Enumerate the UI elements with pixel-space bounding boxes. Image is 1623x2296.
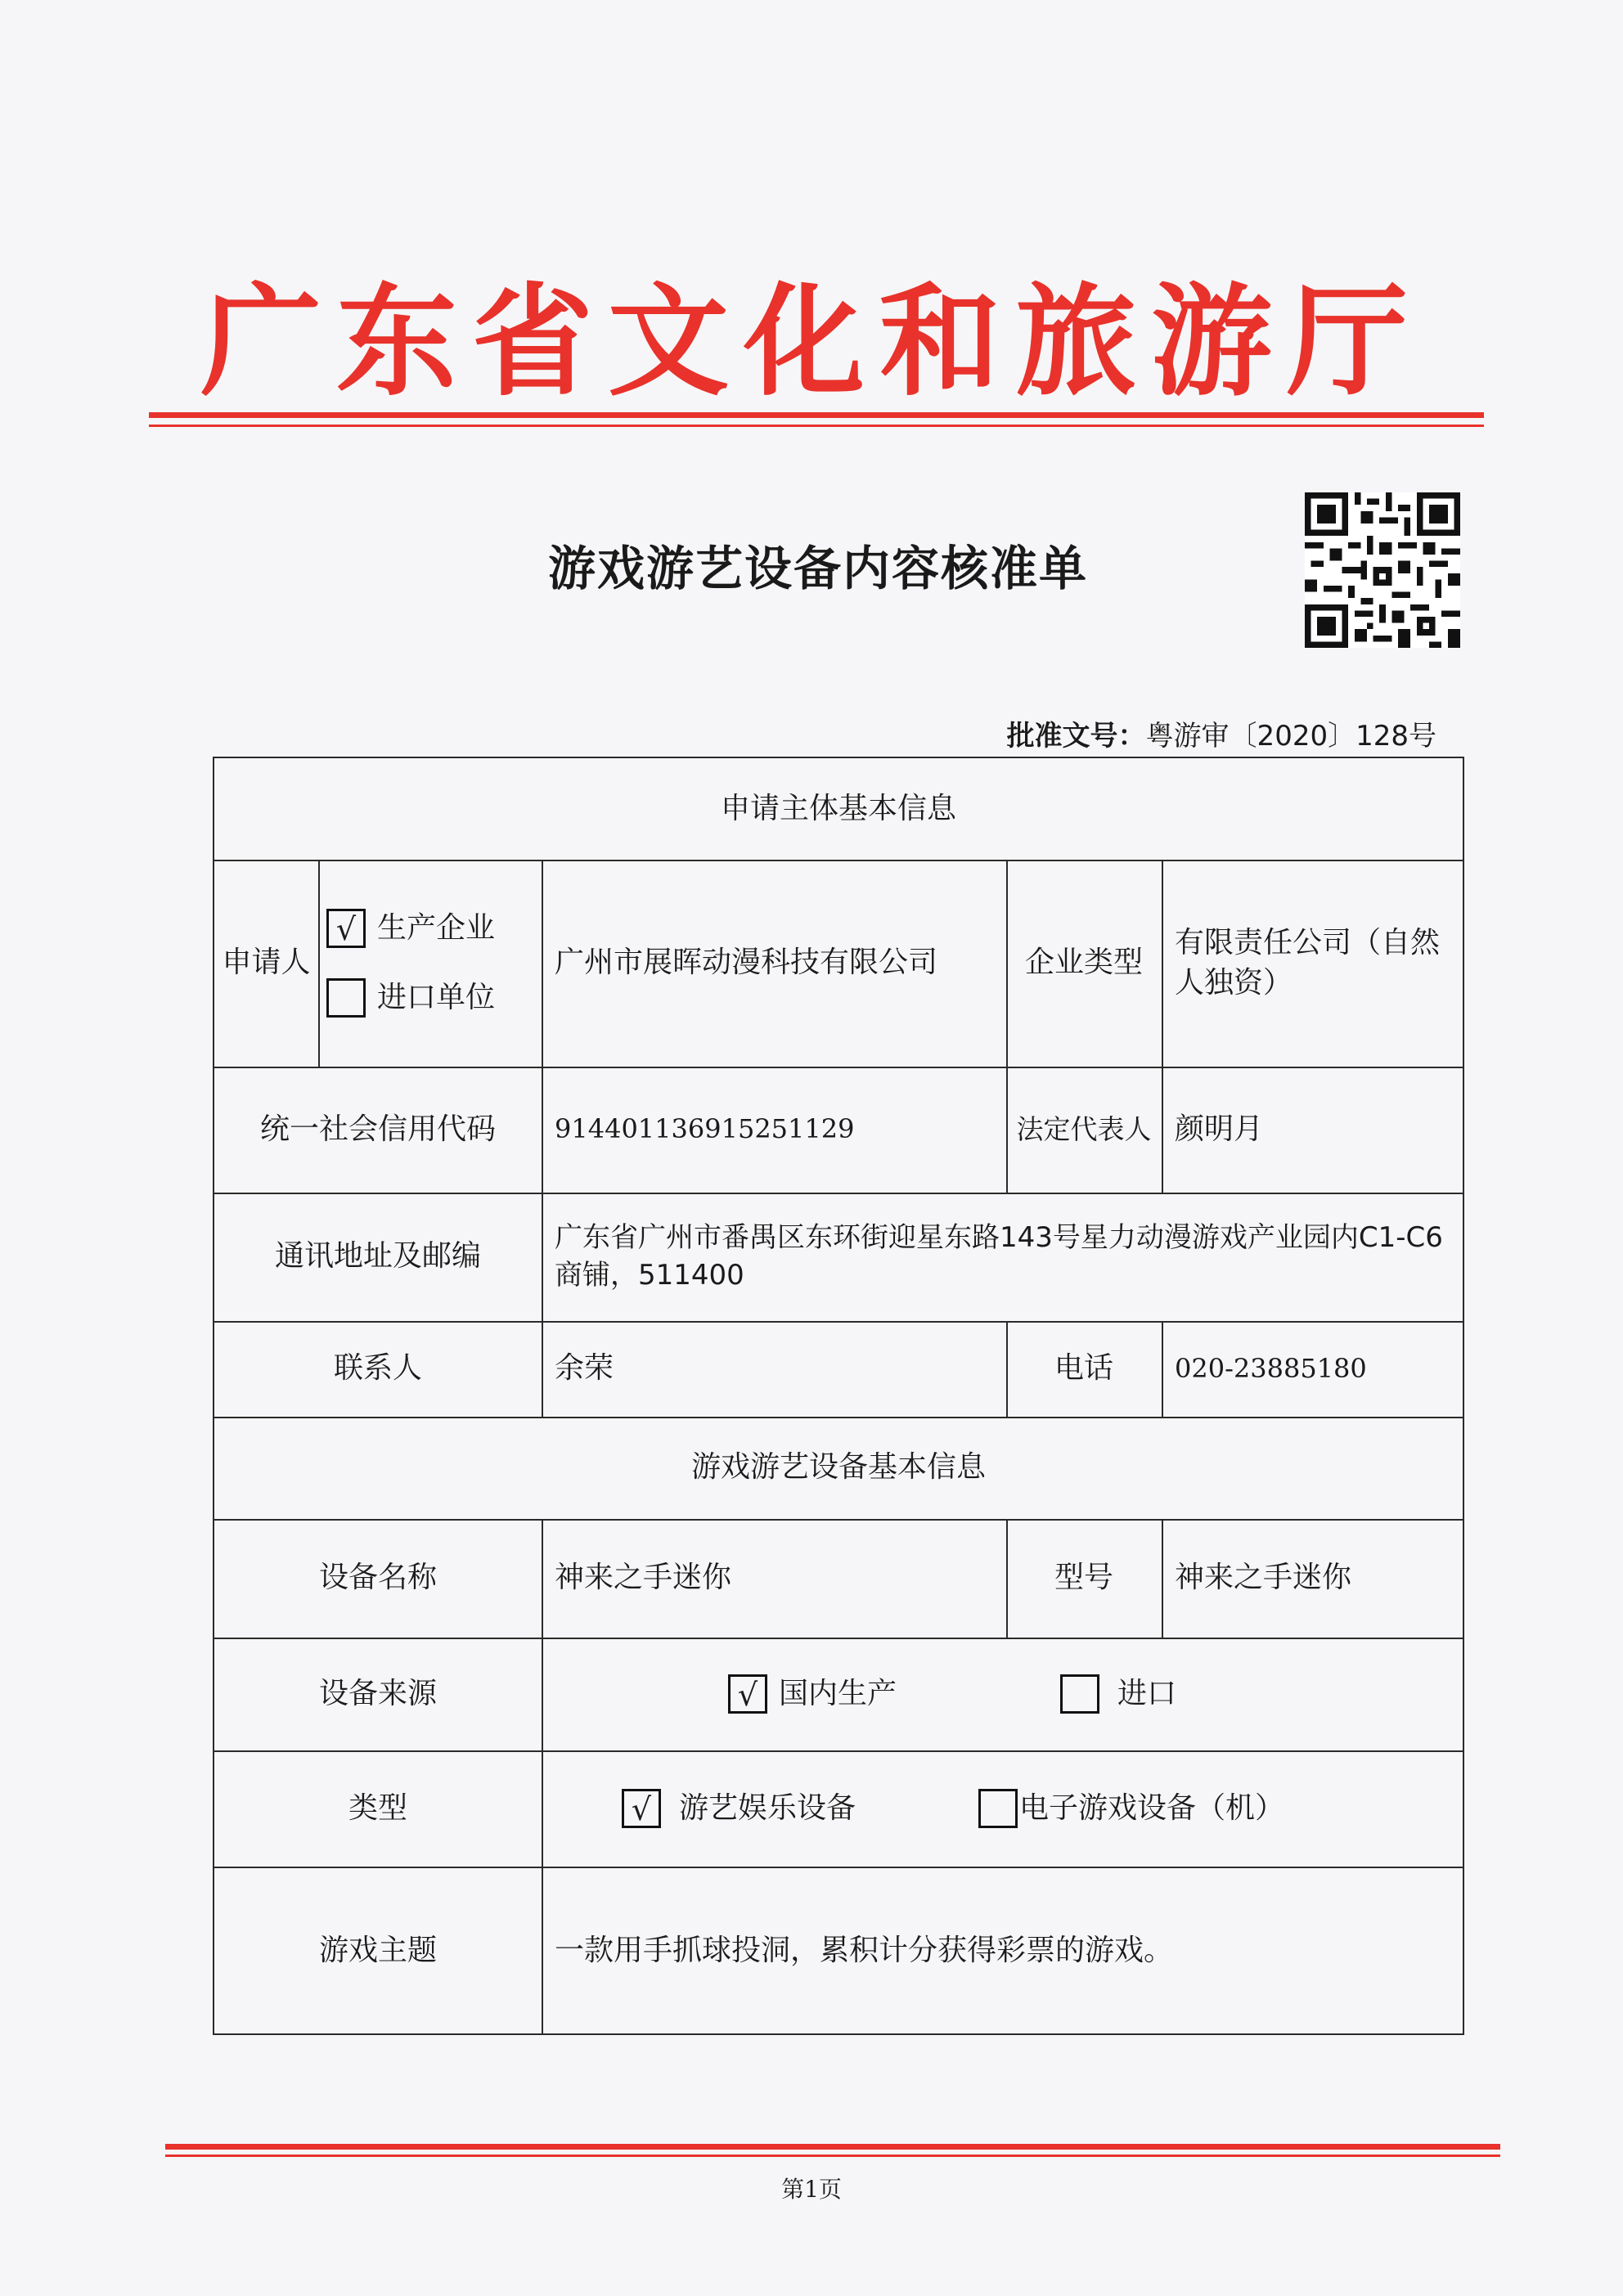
contact-value: 余荣 <box>555 1351 614 1386</box>
device-name-label: 设备名称 <box>318 1561 437 1595</box>
legal-rep-value: 颜明月 <box>1175 1112 1264 1146</box>
footer-rule-thick <box>165 2144 1500 2150</box>
model-value: 神来之手迷你 <box>1175 1561 1352 1595</box>
applicant-options <box>318 860 542 1067</box>
section-applicant-header: 申请主体基本信息 <box>720 791 956 825</box>
option-domestic[interactable] <box>728 1674 897 1714</box>
company-name: 广州市展晖动漫科技有限公司 <box>555 946 938 980</box>
phone-label: 电话 <box>1054 1351 1113 1386</box>
option-manufacturer[interactable] <box>326 909 495 949</box>
checkbox-importer[interactable] <box>326 978 366 1018</box>
header-rule-thin <box>149 425 1484 427</box>
option-import[interactable] <box>1060 1674 1176 1714</box>
model-label: 型号 <box>1054 1561 1113 1595</box>
address-value: 广东省广州市番禺区东环街迎星东路143号星力动漫游戏产业园内C1-C6商铺，511400 <box>555 1220 1443 1292</box>
theme-label: 游戏主题 <box>318 1933 437 1967</box>
contact-label: 联系人 <box>333 1351 422 1386</box>
header-rule-thick <box>149 412 1484 418</box>
page-number: 第1页 <box>781 2176 842 2203</box>
approval-number: 粤游审〔2020〕128号 <box>1145 720 1436 753</box>
credit-code-value: 91440113691525112​9 <box>555 1113 855 1145</box>
qr-code-icon <box>1305 492 1460 648</box>
option-electronic-game-label: 电子游戏设备（机） <box>1019 1791 1285 1825</box>
company-type-value: 有限责任公司（自然人独资） <box>1175 925 1441 1000</box>
option-electronic-game[interactable] <box>978 1789 1284 1829</box>
option-manufacturer-label: 生产企业 <box>377 910 496 945</box>
applicant-label: 申请人 <box>222 946 311 980</box>
approval-number-line <box>1007 713 1436 753</box>
option-importer-label: 进口单位 <box>377 980 496 1014</box>
source-options <box>542 1638 1463 1750</box>
approval-label: 批准文号： <box>1006 720 1146 753</box>
type-label: 类型 <box>348 1791 407 1825</box>
option-amusement[interactable] <box>622 1789 856 1829</box>
section-device-header: 游戏游艺设备基本信息 <box>690 1450 986 1485</box>
issuing-authority-title: 广东省文化和旅游厅 <box>200 270 1423 412</box>
checkbox-manufacturer[interactable]: √ <box>326 909 366 948</box>
theme-value: 一款用手抓球投洞，累积计分获得彩票的游戏。 <box>555 1933 1174 1967</box>
address-label: 通讯地址及邮编 <box>274 1239 481 1274</box>
option-domestic-label: 国内生产 <box>779 1676 897 1710</box>
option-importer[interactable] <box>326 978 495 1018</box>
approval-form-table <box>213 757 1464 2035</box>
footer-rule-thin <box>165 2154 1500 2157</box>
type-options <box>542 1750 1463 1867</box>
phone-value: 020-23885180 <box>1175 1352 1367 1384</box>
document-title: 游戏游艺设备内容核准单 <box>548 541 1089 596</box>
device-name-value: 神来之手迷你 <box>555 1561 732 1595</box>
source-label: 设备来源 <box>318 1676 437 1710</box>
checkbox-electronic-game[interactable] <box>978 1789 1018 1828</box>
legal-rep-label: 法定代表人 <box>1016 1112 1152 1145</box>
option-import-label: 进口 <box>1117 1676 1177 1710</box>
checkbox-import[interactable] <box>1060 1674 1099 1714</box>
checkbox-domestic[interactable]: √ <box>728 1674 767 1714</box>
company-type-label: 企业类型 <box>1024 946 1143 980</box>
credit-code-label: 统一社会信用代码 <box>259 1112 496 1146</box>
option-amusement-label: 游艺娱乐设备 <box>679 1791 856 1825</box>
checkbox-amusement[interactable]: √ <box>622 1789 661 1828</box>
